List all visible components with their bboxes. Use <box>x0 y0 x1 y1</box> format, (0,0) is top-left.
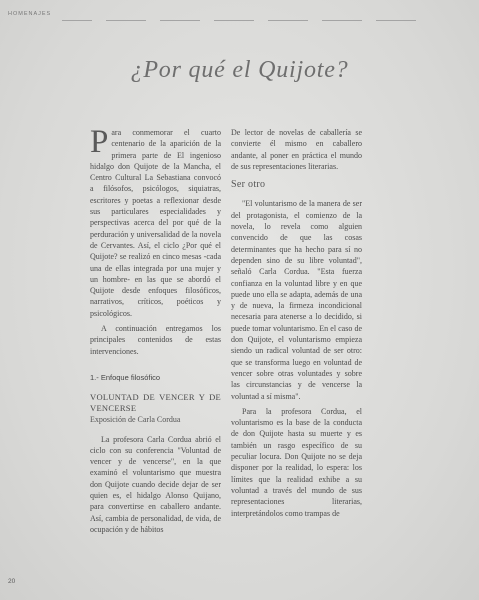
page-title: ¿Por qué el Quijote? <box>130 57 349 83</box>
header-rule <box>62 20 92 21</box>
page-number: 20 <box>8 578 16 585</box>
header-rule <box>376 20 416 21</box>
header-rule <box>214 20 254 21</box>
header-rule <box>322 20 362 21</box>
body-paragraph: De lector de novelas de caballería se convierte él mismo en caballero andante, al poner en práctica el mundo de sus representaciones literarias. <box>231 128 362 171</box>
drop-cap: P <box>90 124 109 160</box>
section-heading: 1.- Enfoque filosófico <box>90 372 161 382</box>
body-paragraph: La profesora Carla Cordua abrió el ciclo con su conferencia "Voluntad de vencer y de vencerse", en la que examinó el voluntarismo que muestra don Quijote cuando decide dejar de ser quien es, el hidalgo Alonso Quijano, para convertirse en caballero andante. Así, cambia de personalidad, de vida, de ocupación y de hábitos <box>90 434 221 534</box>
section-subheading: VOLUNTAD DE VENCER Y DE VENCERSE <box>90 392 221 414</box>
header-rule <box>268 20 308 21</box>
subsection-heading: Ser otro <box>231 179 266 191</box>
header-rule <box>160 20 200 21</box>
right-column <box>231 127 362 523</box>
body-paragraph: "El voluntarismo de la manera de ser del protagonista, el comienzo de la novela, lo revela como alguien convencido de que las cosas determinantes que ha hecho para sí no dependen sino de su libre voluntad", señaló Carla Cordua. "Esta fuerza confianza en la voluntad libre y en que puede uno ella se adapta, además de una y de nueva, la firmeza incondicional necesaria para atenerse a lo decidido, si puede tomar voluntarismo. En el caso de don Quijote, el voluntarismo empieza siendo un radical voluntad de ser otro: que se transforma luego en voluntad de vencer sobre otras voluntades y sobre las circunstancias y de vencerse la voluntad a sí misma". <box>231 199 362 401</box>
byline: Exposición de Carla Cordua <box>90 415 181 425</box>
running-head: HOMENAJES <box>8 11 52 17</box>
intro-paragraph: A continuación entregamos los principales contenidos de estas intervenciones. <box>90 324 221 356</box>
header-rule <box>106 20 146 21</box>
body-paragraph: Para la profesora Cordua, el voluntarismo es la base de la conducta de don Quijote hasta su muerte y es también un rasgo específico de su peculiar locura. Don Quijote no se deja disponer por la realidad, lo espera: los límites que la realidad exhibe a su voluntad a través del mundo de sus representaciones literarias, interpretándolos como trampas de <box>231 406 362 518</box>
intro-paragraph: Para conmemorar el cuarto centenario de la aparición de la primera parte de El ingenioso hidalgo don Quijote de la Mancha, el Centro Cultural La Sebastiana convocó a filósofos, psicólogos, siquiatras, escritores y poetas a reflexionar desde sus particulares especialidades y perspectivas acerca del por qué de la perduración y universalidad de la novela de Cervantes. Así, el ciclo ¿Por qué el Quijote? se realizó en cinco mesas -cada una de ellas integrada por una mujer y un hombre- en las que se abordó el Quijote desde enfoques filosóficos, narrativos, críticos, poéticos y psicológicos. <box>90 124 221 318</box>
left-column <box>90 124 221 539</box>
